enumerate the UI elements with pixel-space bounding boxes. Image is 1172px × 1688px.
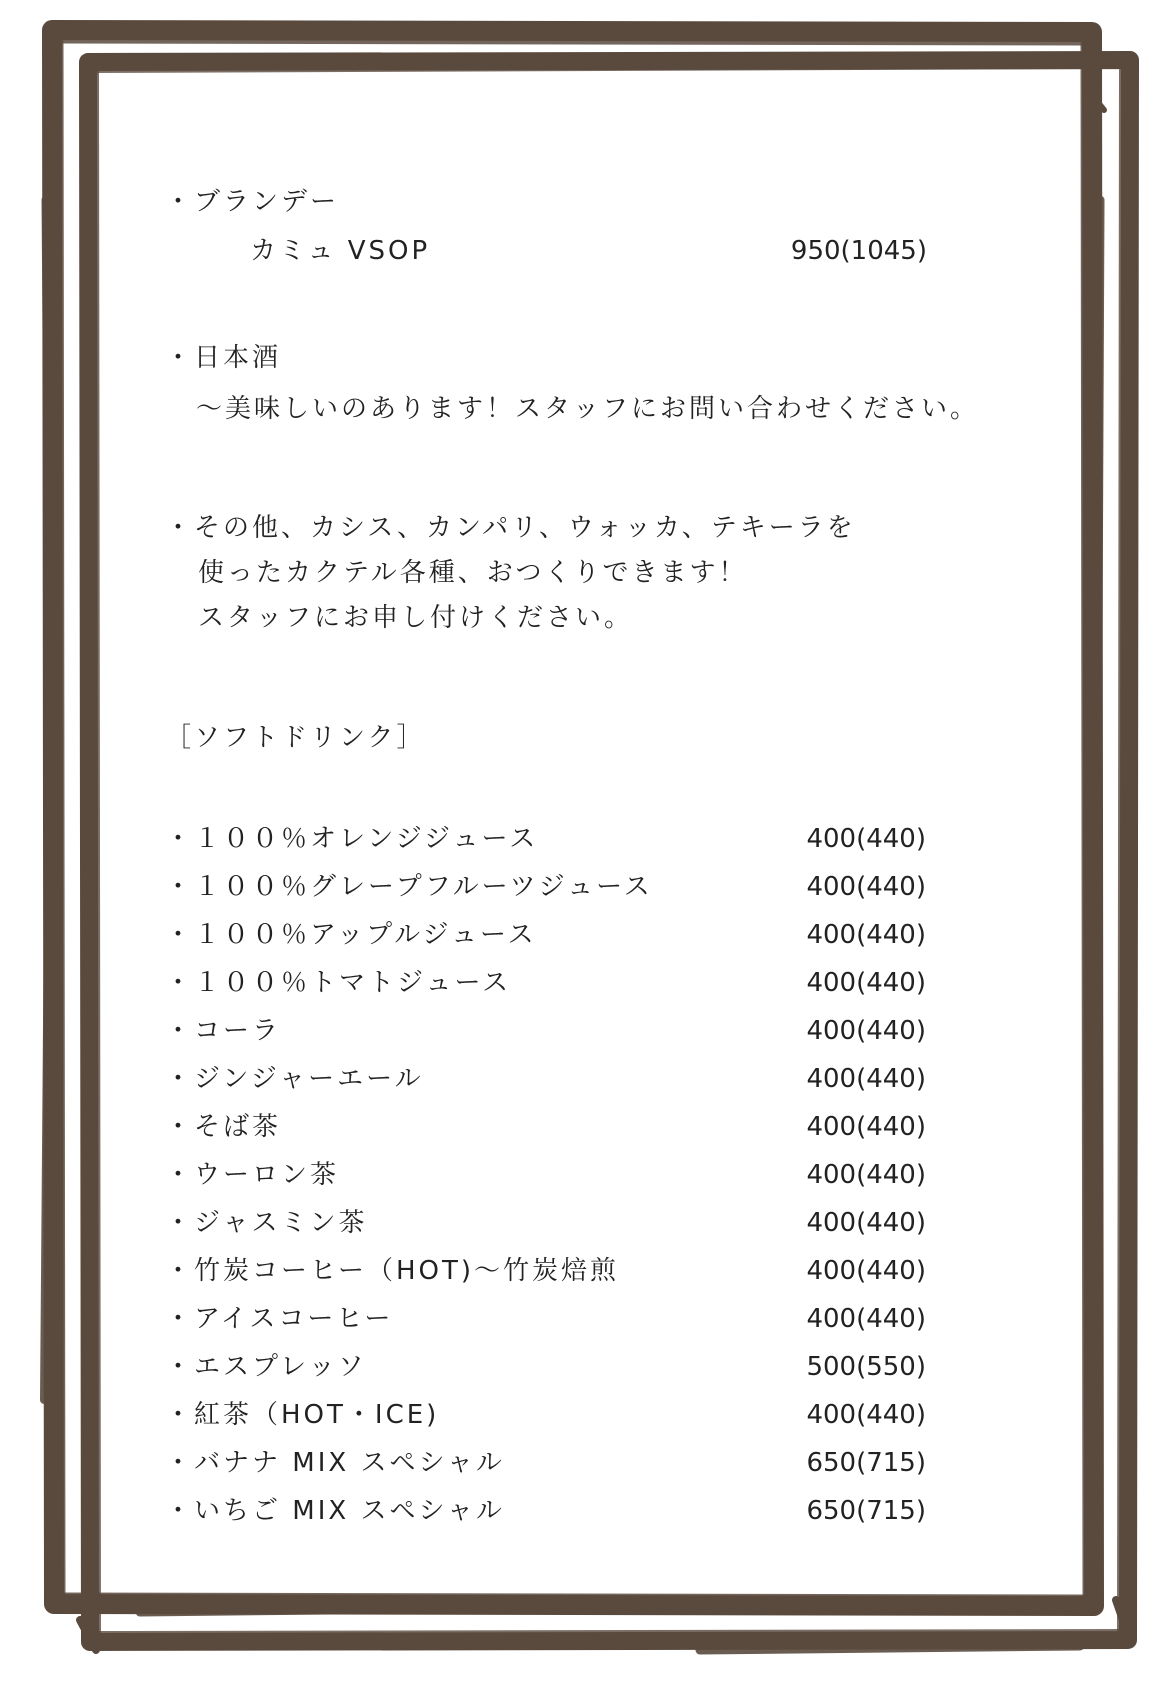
item-name: ・アイスコーヒー <box>165 1304 394 1334</box>
item-price: 650(715) <box>806 1496 926 1526</box>
sake-heading: ・日本酒 <box>165 343 282 373</box>
list-item <box>0 1018 1172 1048</box>
list-item <box>0 874 1172 904</box>
list-item <box>0 1306 1172 1336</box>
item-price: 650(715) <box>806 1448 926 1478</box>
list-item <box>0 1210 1172 1240</box>
item-name: ・ジャスミン茶 <box>165 1208 368 1238</box>
item-name: ・いちご MIX スペシャル <box>165 1496 505 1526</box>
item-name: ・そば茶 <box>165 1112 282 1142</box>
item-price: 400(440) <box>806 872 926 902</box>
item-name: ・ウーロン茶 <box>165 1160 340 1190</box>
other-line-2: 使ったカクテル各種、おつくりできます！ <box>198 558 748 588</box>
item-name: ・バナナ MIX スペシャル <box>165 1448 505 1478</box>
item-price: 400(440) <box>806 1208 926 1238</box>
item-name: ・コーラ <box>165 1016 282 1046</box>
other-line-3: スタッフにお申し付けください。 <box>198 603 634 633</box>
brandy-item-name: カミュ VSOP <box>250 236 431 266</box>
item-price: 400(440) <box>806 1304 926 1334</box>
item-name: ・１００％アップルジュース <box>165 920 537 950</box>
list-item <box>0 1498 1172 1528</box>
item-name: ・エスプレッソ <box>165 1352 367 1382</box>
brandy-heading: ・ブランデー <box>165 187 340 217</box>
item-price: 400(440) <box>806 920 926 950</box>
item-name: ・紅茶（HOT・ICE) <box>165 1400 440 1430</box>
item-price: 400(440) <box>806 1400 926 1430</box>
list-item <box>0 1066 1172 1096</box>
item-price: 400(440) <box>806 1016 926 1046</box>
list-item <box>0 826 1172 856</box>
soft-drinks-heading: ［ソフトドリンク］ <box>165 723 426 753</box>
list-item <box>0 1354 1172 1384</box>
brandy-item-price: 950(1045) <box>790 236 927 266</box>
list-item <box>0 922 1172 952</box>
item-name: ・ジンジャーエール <box>165 1064 424 1094</box>
item-price: 400(440) <box>806 824 926 854</box>
list-item <box>0 1402 1172 1432</box>
list-item <box>0 970 1172 1000</box>
other-line-1: ・その他、カシス、カンパリ、ウォッカ、テキーラを <box>165 513 856 543</box>
item-price: 400(440) <box>806 968 926 998</box>
item-name: ・１００％オレンジジュース <box>165 824 539 854</box>
list-item <box>0 1114 1172 1144</box>
item-price: 400(440) <box>806 1256 926 1286</box>
sake-note: 〜美味しいのあります！スタッフにお問い合わせください。 <box>196 394 980 424</box>
item-price: 400(440) <box>806 1064 926 1094</box>
list-item <box>0 1258 1172 1288</box>
list-item <box>0 1450 1172 1480</box>
item-name: ・１００％トマトジュース <box>165 968 512 998</box>
item-price: 400(440) <box>806 1112 926 1142</box>
item-name: ・竹炭コーヒー（HOT)〜竹炭焙煎 <box>165 1256 620 1286</box>
list-item <box>0 1162 1172 1192</box>
item-price: 500(550) <box>806 1352 926 1382</box>
item-price: 400(440) <box>806 1160 926 1190</box>
item-name: ・１００％グレープフルーツジュース <box>165 872 653 902</box>
